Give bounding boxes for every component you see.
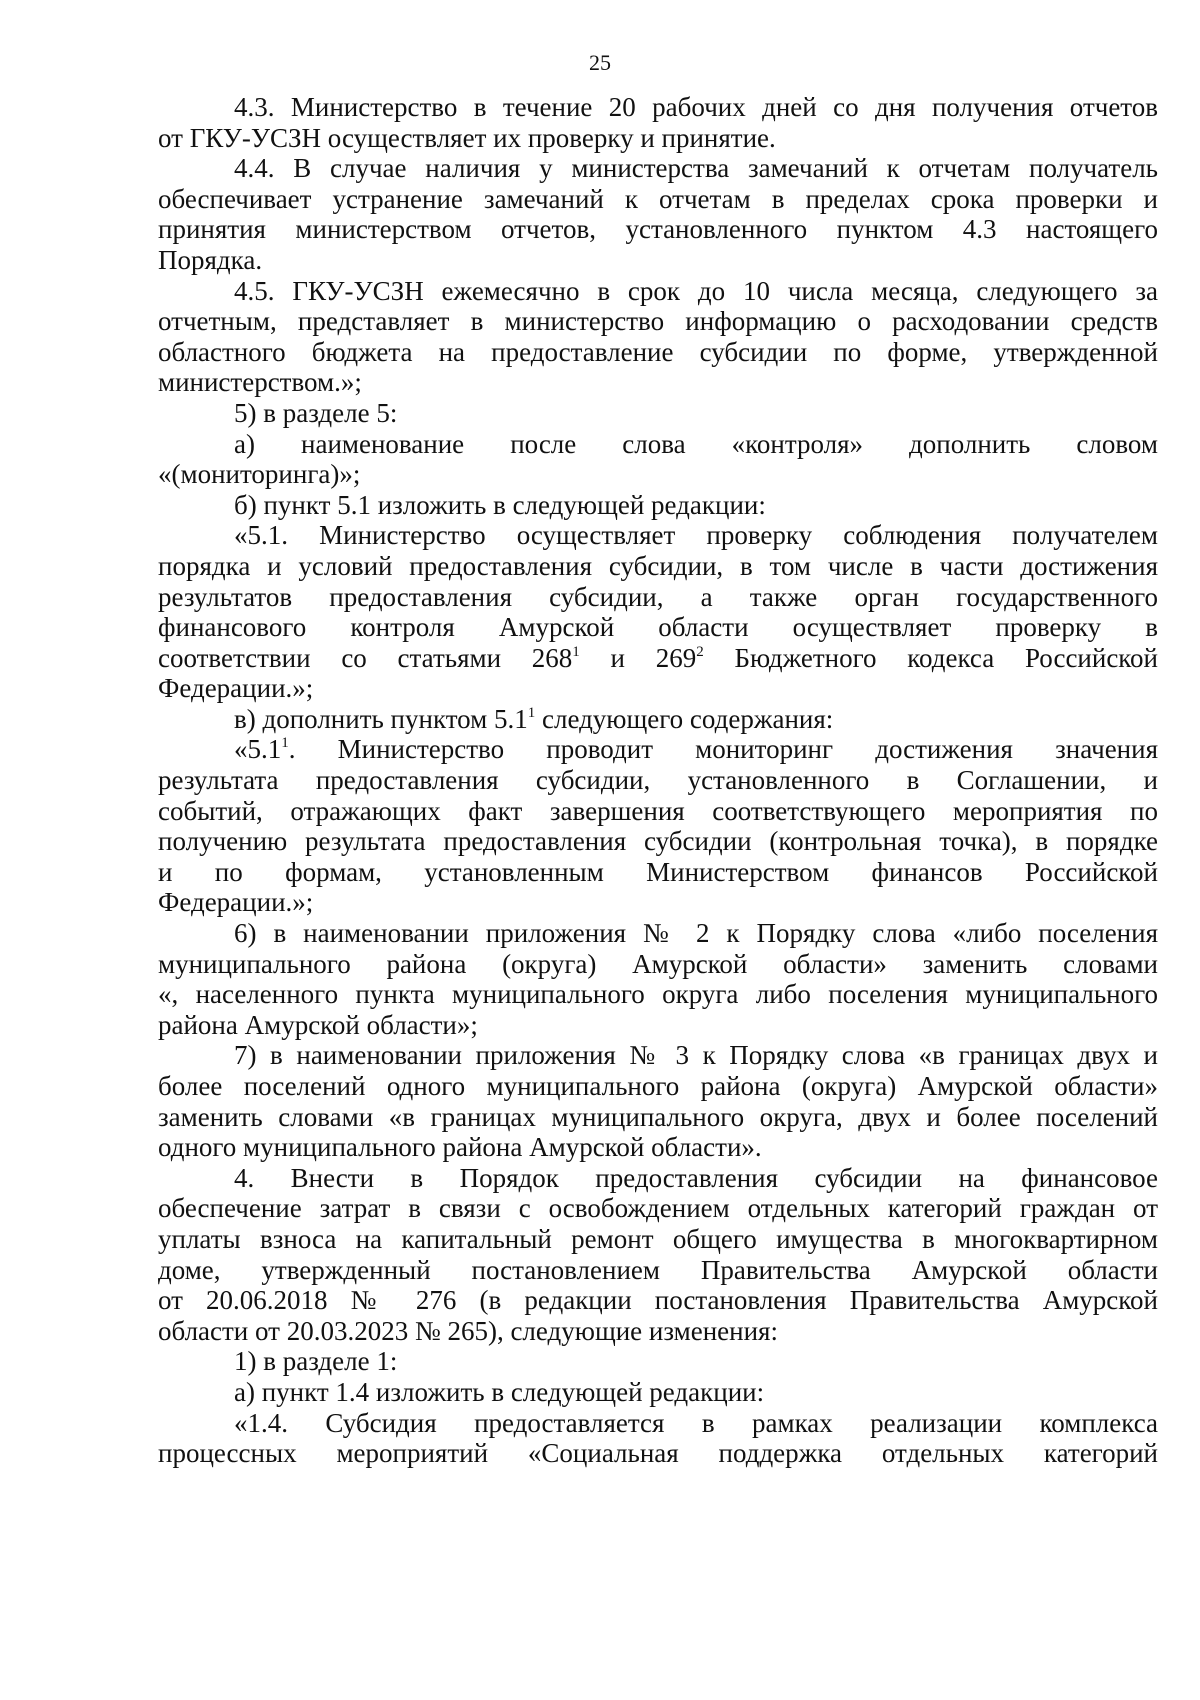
- text-line: порядка и условий предоставления субсидии, в том числе в части достижения: [158, 550, 1158, 581]
- text-line: «1.4. Субсидия предоставляется в рамках реализации комплекса: [234, 1407, 1158, 1438]
- text-line: в) дополнить пунктом $5.1^1$ следующего содержания:: [234, 703, 834, 734]
- text-line: принятия министерством отчетов, установленного пунктом 4.3 настоящего: [158, 214, 1158, 245]
- text-line: уплаты взноса на капитальный ремонт общего имущества в многоквартирном: [158, 1223, 1158, 1254]
- text-line: Федерации.»;: [158, 887, 314, 918]
- text-line: 6) в наименовании приложения № 2 к Порядку слова «либо поселения: [234, 918, 1158, 949]
- text-line: б) пункт 5.1 изложить в следующей редакции:: [234, 489, 766, 520]
- text-line: а) наименование после слова «контроля» дополнить словом: [234, 428, 1158, 459]
- text-line: отчетным, представляет в министерство информацию о расходовании средств: [158, 306, 1158, 337]
- text-line: заменить словами «в границах муниципального округа, двух и более поселений: [158, 1101, 1158, 1132]
- text-line: 7) в наименовании приложения № 3 к Порядку слова «в границах двух и: [234, 1040, 1158, 1071]
- text-line: муниципального района (округа) Амурской области» заменить словами: [158, 948, 1158, 979]
- text-line: результатов предоставления субсидии, а также орган государственного: [158, 581, 1158, 612]
- page-number: 25: [589, 50, 611, 75]
- text-line: получению результата предоставления субсидии (контрольная точка), в порядке: [158, 826, 1158, 857]
- text-line: 5) в разделе 5:: [234, 397, 398, 428]
- text-line: обеспечение затрат в связи с освобождением отдельных категорий граждан от: [158, 1193, 1158, 1224]
- text-line: министерством.»;: [158, 367, 362, 398]
- text-line: результата предоставления субсидии, установленного в Соглашении, и: [158, 765, 1158, 796]
- text-line: 1) в разделе 1:: [234, 1346, 398, 1377]
- text-line: «, населенного пункта муниципального округа либо поселения муниципального: [158, 979, 1158, 1010]
- text-line: событий, отражающих факт завершения соответствующего мероприятия по: [158, 795, 1158, 826]
- text-line: от 20.06.2018 № 276 (в редакции постановления Правительства Амурской: [158, 1285, 1158, 1316]
- text-line: соответствии со статьями $268^1$ и $269^2$ Бюджетного кодекса Российской: [158, 642, 1159, 673]
- text-line: «$5.1^1$. Министерство проводит мониторинг достижения значения: [234, 734, 1158, 765]
- text-line: доме, утвержденный постановлением Правительства Амурской области: [158, 1254, 1158, 1285]
- text-line: Федерации.»;: [158, 673, 314, 704]
- text-line: 4.5. ГКУ-УСЗН ежемесячно в срок до 10 числа месяца, следующего за: [234, 275, 1158, 306]
- text-line: «5.1. Министерство осуществляет проверку соблюдения получателем: [234, 520, 1158, 551]
- text-line: района Амурской области»;: [158, 1009, 478, 1040]
- text-line: обеспечивает устранение замечаний к отчетам в пределах срока проверки и: [158, 183, 1158, 214]
- text-line: Порядка.: [158, 244, 263, 275]
- text-line: 4.3. Министерство в течение 20 рабочих дней со дня получения отчетов: [234, 92, 1158, 122]
- text-line: областного бюджета на предоставление субсидии по форме, утвержденной: [158, 336, 1158, 367]
- text-line: а) пункт 1.4 изложить в следующей редакции:: [234, 1376, 765, 1407]
- text-line: и по формам, установленным Министерством финансов Российской: [158, 856, 1158, 887]
- text-line: области от 20.03.2023 № 265), следующие изменения:: [158, 1315, 778, 1346]
- text-line: финансового контроля Амурской области осуществляет проверку в: [158, 612, 1158, 643]
- text-line: «(мониторинга)»;: [158, 459, 361, 490]
- document-body: [158, 92, 1158, 1469]
- text-line: процессных мероприятий «Социальная поддержка отдельных категорий: [158, 1438, 1158, 1469]
- text-line: одного муниципального района Амурской области».: [158, 1132, 762, 1163]
- text-line: 4. Внести в Порядок предоставления субсидии на финансовое: [234, 1162, 1158, 1193]
- text-line: более поселений одного муниципального района (округа) Амурской области»: [158, 1071, 1158, 1101]
- text-line: от ГКУ-УСЗН осуществляет их проверку и принятие.: [158, 122, 776, 153]
- text-line: 4.4. В случае наличия у министерства замечаний к отчетам получатель: [234, 153, 1158, 184]
